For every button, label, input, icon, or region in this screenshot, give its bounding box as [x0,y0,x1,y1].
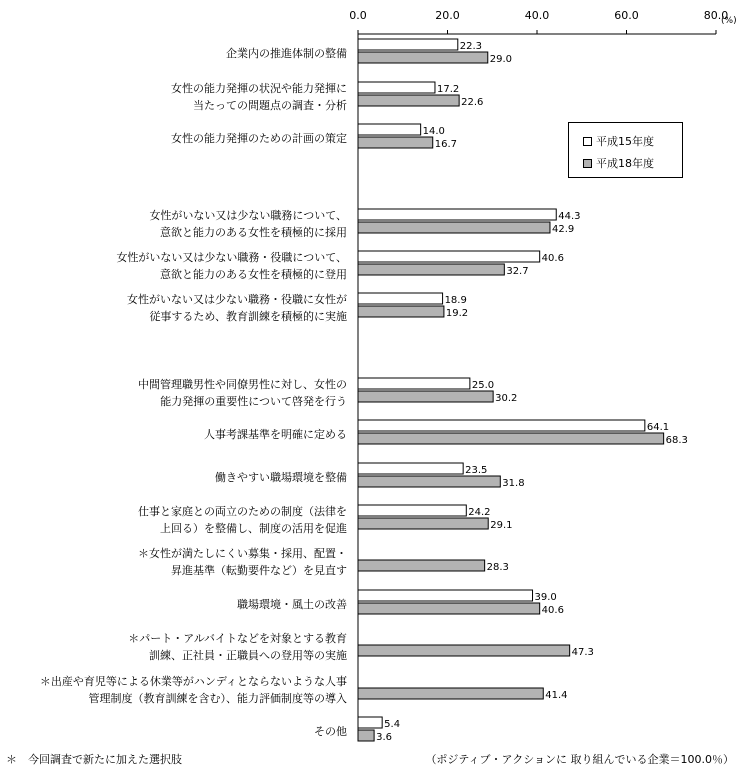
data-label: 22.3 [459,41,483,52]
legend [568,122,683,178]
category-label: 上回る）を整備し、制度の活用を促進 [160,522,347,535]
bar-h18 [358,518,488,529]
category-label: 従事するため、教育訓練を積極的に実施 [149,310,347,323]
bar-h15 [358,251,540,262]
category-label: 女性がいない又は少ない職務・役職に女性が [127,293,347,306]
category-label: 職場環境・風土の改善 [237,598,347,611]
category-label: 女性がいない又は少ない職務・役職について、 [116,251,347,264]
category-label: 女性の能力発揮のための計画の策定 [171,132,347,145]
data-label: 30.2 [495,393,518,404]
bar-h15 [358,82,435,93]
bar-h18 [358,645,570,656]
data-label: 42.9 [551,224,575,235]
data-label: 19.2 [445,308,469,319]
bar-h15 [358,39,458,50]
bar-h18 [358,137,433,148]
footnote-new-options: ＊ 今回調査で新たに加えた選択肢 [6,753,182,766]
data-label: 16.7 [434,139,457,150]
x-tick-label: 60.0 [614,9,639,22]
data-label: 24.2 [468,507,491,518]
category-label: 意欲と能力のある女性を積極的に登用 [160,268,347,281]
category-label: ＊パート・アルバイトなどを対象とする教育 [128,632,347,645]
category-label: 働きやすい職場環境を整備 [215,471,347,484]
bar-h18 [358,391,493,402]
bar-h15 [358,209,556,220]
data-label: 32.7 [506,266,529,277]
data-label: 44.3 [558,211,581,222]
bar-h15 [358,505,466,516]
legend-swatch-gray [583,159,592,168]
category-label: 管理制度（教育訓練を含む）、能力評価制度等の導入 [88,692,347,705]
category-label: 当たっての問題点の調査・分析 [193,99,347,112]
bar-h18 [358,264,504,275]
bar-h15 [358,420,645,431]
data-label: 40.6 [541,253,564,264]
category-label: 女性がいない又は少ない職務について、 [149,209,347,222]
data-label: 14.0 [422,126,445,137]
x-tick-label: 80.0 [703,9,729,22]
bar-h18 [358,730,374,741]
category-label: 昇進基準（転勤要件など）を見直す [171,564,347,577]
bar-h18 [358,306,444,317]
data-label: 5.4 [384,719,401,730]
data-label: 25.0 [471,380,495,391]
data-label: 47.3 [571,647,594,658]
data-label: 28.3 [486,562,509,573]
category-label: 能力発揮の重要性について啓発を行う [160,395,347,408]
bar-h15 [358,463,463,474]
category-label: 仕事と家庭との両立のための制度（法律を [138,505,347,518]
data-label: 64.1 [646,422,670,433]
bar-h18 [358,560,485,571]
data-label: 41.4 [545,690,568,701]
bar-h18 [358,603,540,614]
x-tick-label: 40.0 [524,9,550,22]
bar-h18 [358,688,543,699]
bar-h15 [358,590,533,601]
bar-h18 [358,95,459,106]
category-label: 意欲と能力のある女性を積極的に採用 [160,226,347,239]
axis-unit-label: (%) [721,16,737,26]
legend-swatch-white [583,137,592,146]
category-label: ＊出産や育児等による休業等がハンディとならないような人事 [39,675,347,688]
bar-h18 [358,433,664,444]
category-label: 企業内の推進体制の整備 [226,47,347,60]
data-label: 40.6 [541,605,564,616]
data-label: 29.0 [489,54,513,65]
data-label: 18.9 [444,295,467,306]
legend-label-h15: 平成15年度 [596,135,654,148]
legend-item-h18 [583,155,654,171]
category-label: 中間管理職男性や同僚男性に対し、女性の [138,378,347,391]
data-label: 23.5 [465,465,488,476]
bar-h18 [358,476,500,487]
category-label: 人事考課基準を明確に定める [204,428,347,441]
data-label: 29.1 [490,520,513,531]
data-label: 31.8 [502,478,525,489]
legend-item-h15 [583,133,654,149]
bar-h15 [358,124,421,135]
x-tick-label: 20.0 [435,9,460,22]
category-label: 訓練、正社員・正職員への登用等の実施 [149,649,347,662]
x-tick-label: 0.0 [349,9,367,22]
legend-label-h18: 平成18年度 [596,157,654,170]
bar-h18 [358,222,550,233]
bar-h15 [358,378,470,389]
category-label: ＊女性が満たしにくい募集・採用、配置・ [138,547,347,560]
data-label: 68.3 [665,435,688,446]
data-label: 3.6 [376,732,393,743]
data-label: 17.2 [436,84,460,95]
data-label: 39.0 [534,592,557,603]
bar-h15 [358,717,382,728]
bar-h15 [358,293,443,304]
bar-h18 [358,52,488,63]
category-label: その他 [314,725,347,738]
data-label: 22.6 [461,97,484,108]
category-label: 女性の能力発揮の状況や能力発揮に [171,82,347,95]
footnote-base: （ポジティブ・アクションに 取り組んでいる企業＝100.0％） [425,753,734,766]
